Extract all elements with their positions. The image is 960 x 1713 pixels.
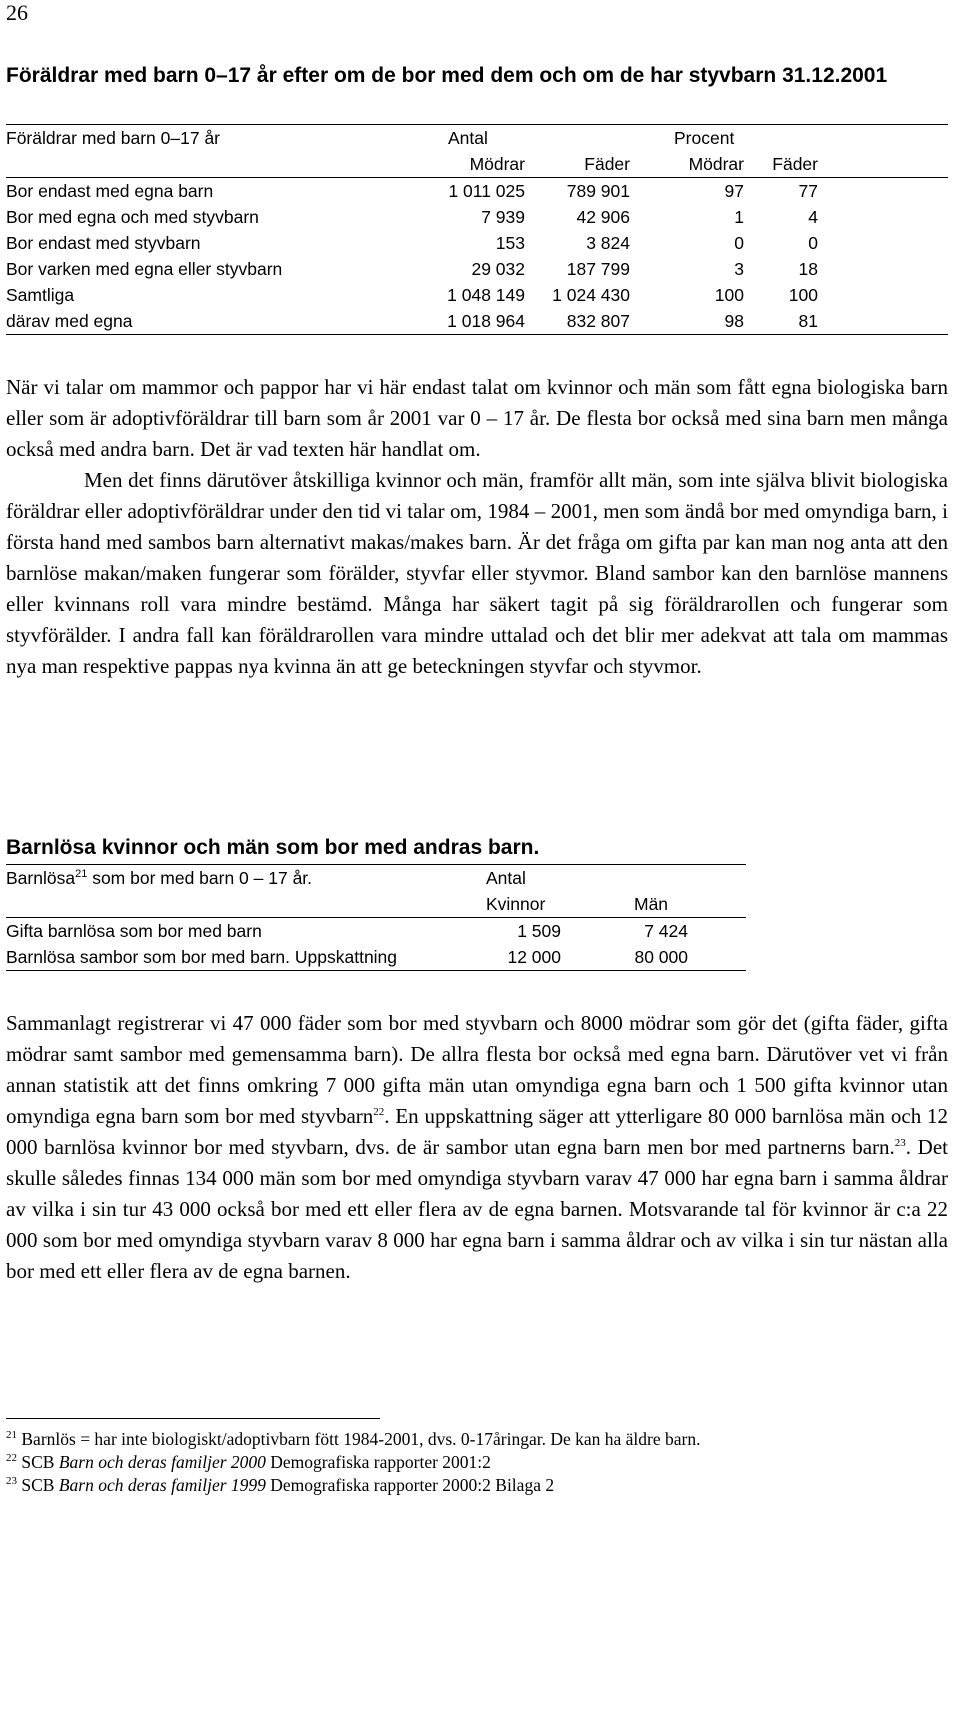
- paragraph: När vi talar om mammor och pappor har vi här endast talat om kvinnor och män som fått egna biologiska barn eller som är adoptivföräldrar till barn som år 2001 var 0 – 17 år. De flesta bor också med sina barn men många också med andra barn. Det är vad texten här handlat om.: [6, 375, 948, 461]
- cell-f-antal: 3 824: [586, 233, 630, 253]
- table2-header-kvinnor: Kvinnor: [486, 894, 546, 914]
- cell-m-antal: 7 939: [481, 207, 525, 227]
- table1-header-antal: Antal: [448, 128, 488, 148]
- cell-f-pct: 0: [808, 233, 818, 253]
- cell-kvinnor: 12 000: [507, 947, 561, 967]
- cell-m-antal: 1 048 149: [447, 285, 525, 305]
- row-label: Bor varken med egna eller styvbarn: [6, 259, 283, 279]
- table1-header-procent: Procent: [674, 128, 735, 148]
- footnote-ref: 23: [894, 1137, 906, 1149]
- table-row: [6, 944, 746, 971]
- cell-f-antal: 832 807: [566, 311, 630, 331]
- row-label: Barnlösa sambor som bor med barn. Uppskattning: [6, 947, 398, 967]
- row-label: Bor med egna och med styvbarn: [6, 207, 259, 227]
- cell-m-pct: 98: [724, 311, 744, 331]
- table1-header-fader: Fäder: [584, 154, 630, 174]
- table1-header-modrar: Mödrar: [469, 154, 525, 174]
- table2-subheader-row: [6, 891, 746, 918]
- table1-header-fader-pct: Fäder: [772, 154, 818, 174]
- cell-man: 80 000: [634, 947, 688, 967]
- cell-f-pct: 4: [808, 207, 818, 227]
- footnote-divider: [6, 1418, 380, 1419]
- cell-f-antal: 789 901: [566, 181, 630, 201]
- table1-header-modrar-pct: Mödrar: [688, 154, 744, 174]
- page-number: 26: [6, 0, 28, 25]
- row-label: Bor endast med egna barn: [6, 181, 214, 201]
- table-row: [6, 256, 948, 282]
- cell-m-antal: 153: [495, 233, 525, 253]
- table1: [6, 124, 948, 335]
- cell-m-pct: 1: [734, 207, 744, 227]
- footnote-ref: 22: [373, 1106, 385, 1118]
- paragraph: Sammanlagt registrerar vi 47 000 fäder som bor med styvbarn och 8000 mödrar som gör det (gifta fäder, gifta mödrar samt sambor med gemensamma barn). De allra flesta bor också med egna barn. Därutöver vet vi från annan statistik att det finns omkring 7 000 gifta män utan omyndiga egna barn och 1 500 gifta kvinnor utan omyndiga egna barn som bor med styvbarn$^{22}$. En uppskattning säger att ytterligare 80 000 barnlösa män och 12 000 barnlösa kvinnor bor med styvbarn, dvs. de är sambor utan egna barn men bor med partnerns barn.$^{23}$. Det skulle således finnas 134 000 män som bor med omyndiga styvbarn varav 47 000 har egna barn i samma åldrar av vilka i sin tur 43 000 också bor med ett eller flera av de egna barnen. Motsvarande tal för kvinnor är c:a 22 000 som bor med omyndiga styvbarn varav 8 000 har egna barn i samma åldrar och av vilka i sin tur nästan alla bor med ett eller flera av de egna barnen.: [6, 1011, 948, 1283]
- table-row: [6, 918, 746, 944]
- table-row: [6, 282, 948, 308]
- body-text-2: [6, 1008, 948, 1287]
- row-label: Bor endast med styvbarn: [6, 233, 201, 253]
- row-label: Gifta barnlösa som bor med barn: [6, 921, 262, 941]
- paragraph: Men det finns därutöver åtskilliga kvinnor och män, framför allt män, som inte själva blivit biologiska föräldrar eller adoptivföräldrar under den tid vi talar om, 1984 – 2001, men som ändå bor med omyndiga barn, i första hand med sambos barn alternativt makas/makes barn. Är det fråga om gifta par kan man nog anta att den barnlöse makan/maken fungerar som förälder, styvfar eller styvmor. Bland sambor kan den barnlöse mannens eller kvinnans roll vara mindre bestämd. Många har säkert tagit på sig föräldrarollen och fungerar som styvförälder. I andra fall kan föräldrarollen vara mindre uttalad och det blir mer adekvat att tala om mammas nya man respektive pappas nya kvinna än att ge beteckningen styvfar och styvmor.: [6, 468, 948, 678]
- cell-m-pct: 100: [714, 285, 744, 305]
- cell-m-antal: 29 032: [471, 259, 525, 279]
- cell-f-pct: 18: [798, 259, 818, 279]
- table-row: [6, 178, 948, 204]
- table2: [6, 864, 746, 971]
- footnote: $^{23}$ SCB Barn och deras familjer 1999 Demografiska rapporter 2000:2 Bilaga 2: [6, 1475, 555, 1495]
- cell-man: 7 424: [644, 921, 688, 941]
- cell-f-pct: 100: [788, 285, 818, 305]
- table-row: [6, 308, 948, 335]
- cell-f-pct: 81: [798, 311, 818, 331]
- table2-header-antal: Antal: [486, 868, 526, 888]
- cell-f-antal: 187 799: [566, 259, 630, 279]
- cell-f-pct: 77: [798, 181, 818, 201]
- footnotes: [6, 1428, 946, 1497]
- table-row: [6, 204, 948, 230]
- cell-f-antal: 1 024 430: [552, 285, 630, 305]
- cell-f-antal: 42 906: [576, 207, 630, 227]
- cell-kvinnor: 1 509: [517, 921, 561, 941]
- footnote-ref: 21: [75, 868, 88, 880]
- footnote: $^{21}$ Barnlös = har inte biologiskt/adoptivbarn fött 1984-2001, dvs. 0-17åringar. De kan ha äldre barn.: [6, 1429, 701, 1449]
- row-label: därav med egna: [6, 311, 133, 331]
- table1-title: Föräldrar med barn 0–17 år efter om de bor med dem och om de har styvbarn 31.12.2001: [6, 64, 888, 87]
- cell-m-pct: 97: [724, 181, 744, 201]
- cell-m-pct: 3: [734, 259, 744, 279]
- table2-header-row: [6, 865, 746, 891]
- table1-subheader-row: [6, 151, 948, 178]
- table1-header-label: Föräldrar med barn 0–17 år: [6, 128, 220, 148]
- table2-header-man: Män: [634, 894, 669, 914]
- table-row: [6, 230, 948, 256]
- cell-m-antal: 1 018 964: [447, 311, 525, 331]
- table2-title: Barnlösa kvinnor och män som bor med andras barn.: [6, 836, 540, 859]
- body-text-1: [6, 372, 948, 682]
- cell-m-antal: 1 011 025: [448, 181, 525, 201]
- table1-header-row: [6, 124, 948, 151]
- footnote: $^{22}$ SCB Barn och deras familjer 2000 Demografiska rapporter 2001:2: [6, 1452, 491, 1472]
- row-label: Samtliga: [6, 285, 75, 305]
- cell-m-pct: 0: [734, 233, 744, 253]
- table2-header-label: Barnlösa$^{21}$ som bor med barn 0 – 17 år.: [6, 868, 313, 888]
